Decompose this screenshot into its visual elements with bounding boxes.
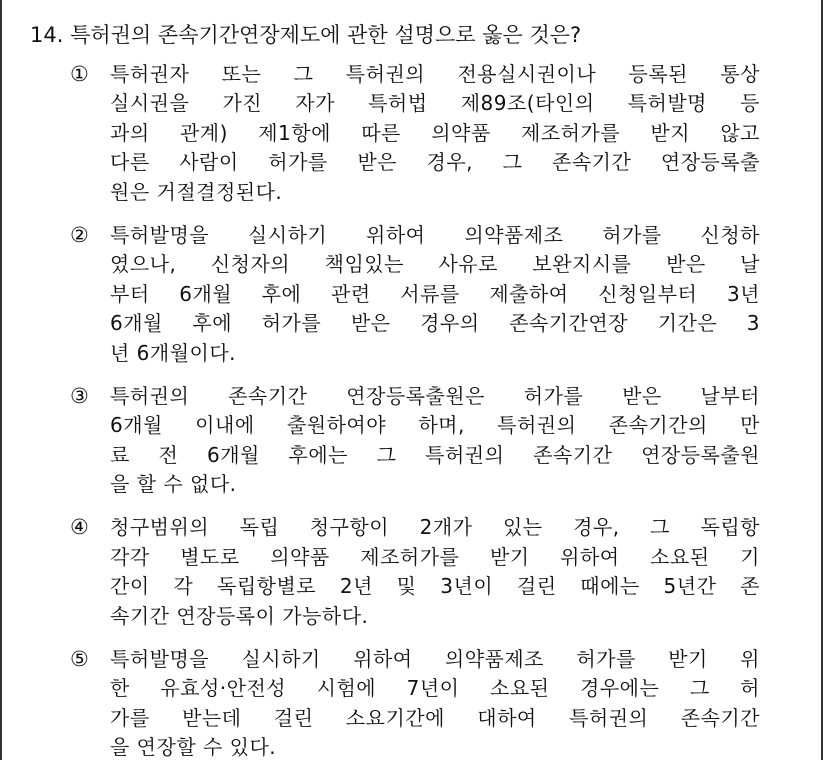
option-text-line: 실시권을 가진 자가 특허법 제89조(타인의 특허발명 등 xyxy=(110,91,760,116)
option-text-line: 을 할 수 없다. xyxy=(110,472,237,497)
answer-option-1[interactable] xyxy=(70,60,760,207)
answer-option-4[interactable] xyxy=(70,513,760,631)
answer-option-3[interactable] xyxy=(70,382,760,500)
option-text-line: 을 연장할 수 있다. xyxy=(110,735,277,760)
option-text-line: 특허권자 또는 그 특허권의 전용실시권이나 등록된 통상 xyxy=(110,62,760,86)
option-text-line: 다른 사람이 허가를 받은 경우, 그 존속기간 연장등록출 xyxy=(110,150,760,175)
option-text-line: 특허권의 존속기간 연장등록출원은 허가를 받은 날부터 xyxy=(110,383,760,408)
option-number: ④ xyxy=(70,515,89,540)
option-text-line: 6개월 후에 허가를 받은 경우의 존속기간연장 기간은 3 xyxy=(110,311,760,336)
option-text-line: 속기간 연장등록이 가능하다. xyxy=(110,603,369,628)
answer-option-5[interactable] xyxy=(70,645,760,763)
option-text-line: 년 6개월이다. xyxy=(110,340,237,365)
option-text-line: 청구범위의 독립 청구항이 2개가 있는 경우, 그 독립항 xyxy=(110,515,760,540)
option-number: ① xyxy=(70,62,89,86)
answer-options xyxy=(70,60,760,777)
option-text-line: 과의 관계) 제1항에 따른 의약품 제조허가를 받지 않고 xyxy=(110,120,760,145)
option-text-line: 특허발명을 실시하기 위하여 의약품제조 허가를 신청하 xyxy=(110,222,760,247)
option-number: ② xyxy=(70,222,89,247)
option-text-line: 6개월 이내에 출원하여야 하며, 특허권의 존속기간의 만 xyxy=(110,413,760,438)
option-text-line: 부터 6개월 후에 관련 서류를 제출하여 신청일부터 3년 xyxy=(110,281,760,306)
answer-option-2[interactable] xyxy=(70,221,760,368)
option-number: ③ xyxy=(70,383,89,408)
option-text-line: 였으나, 신청자의 책임있는 사유로 보완지시를 받은 날 xyxy=(110,252,760,277)
option-text-line: 특허발명을 실시하기 위하여 의약품제조 허가를 받기 위 xyxy=(110,647,760,672)
option-number: ⑤ xyxy=(70,647,89,672)
option-text-line: 료 전 6개월 후에는 그 특허권의 존속기간 연장등록출원 xyxy=(110,442,760,467)
option-text-line: 원은 거절결정된다. xyxy=(110,179,283,204)
option-text-line: 가를 받는데 걸린 소요기간에 대하여 특허권의 존속기간 xyxy=(110,705,760,730)
option-text-line: 간이 각 독립항별로 2년 및 3년이 걸린 때에는 5년간 존 xyxy=(110,574,760,599)
option-text-line: 각각 별도로 의약품 제조허가를 받기 위하여 소요된 기 xyxy=(110,544,760,569)
option-text-line: 한 유효성·안전성 시험에 7년이 소요된 경우에는 그 허 xyxy=(110,676,760,701)
question-title: 14. 특허권의 존속기간연장제도에 관한 설명으로 옳은 것은? xyxy=(30,23,582,47)
